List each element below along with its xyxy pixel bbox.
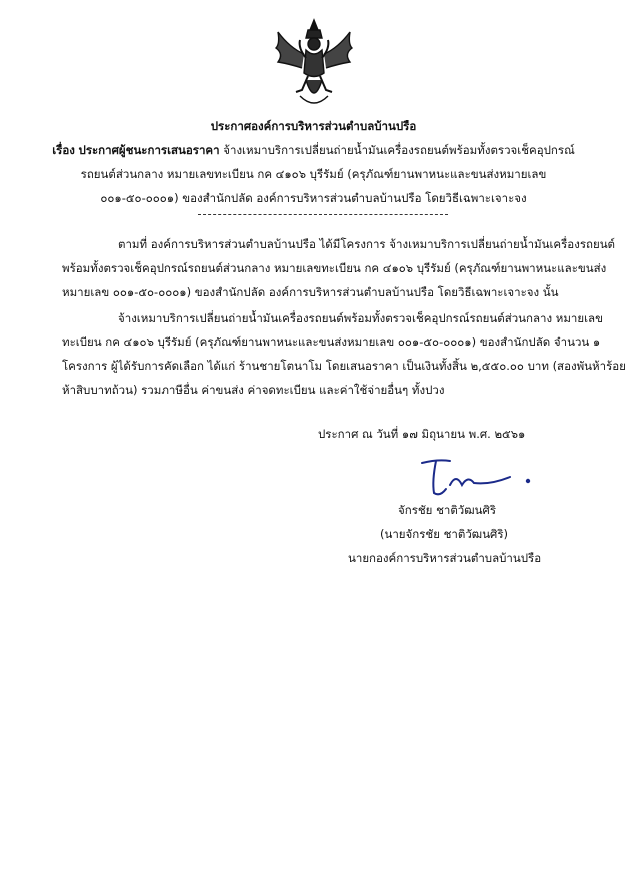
signature-icon: [400, 455, 540, 500]
signer-full-name: (นายจักรชัย ชาติวัฒนศิริ): [380, 527, 509, 541]
p2-line-4: ห้าสิบบาทถ้วน) รวมภาษีอื่น ค่าขนส่ง ค่าจดทะเบียน และค่าใช้จ่ายอื่นๆ ทั้งปวง: [62, 383, 445, 397]
garuda-emblem-icon: [272, 18, 356, 108]
subject-line-1: [0, 142, 627, 160]
p1-line-3: หมายเลข ๐๐๑-๕๐-๐๐๐๑) ของสำนักปลัด องค์การบริหารส่วนตำบลบ้านปรือ โดยวิธีเฉพาะเจาะจง นั้น: [62, 285, 559, 299]
subject-line-3: ๐๐๑-๕๐-๐๐๐๑) ของสำนักปลัด องค์การบริหารส่วนตำบลบ้านปรือ โดยวิธีเฉพาะเจาะจง: [100, 191, 527, 205]
p1-line-1: ตามที่ องค์การบริหารส่วนตำบลบ้านปรือ ได้มีโครงการ จ้างเหมาบริการเปลี่ยนถ่ายน้ำมันเครื่องรถยนต์: [118, 237, 616, 251]
separator-line: [198, 214, 448, 215]
subject-bold: ประกาศผู้ชนะการเสนอราคา: [78, 143, 220, 157]
subject-label: เรื่อง: [52, 143, 75, 157]
signer-name: จักรชัย ชาติวัฒนศิริ: [398, 503, 496, 517]
p2-line-1: จ้างเหมาบริการเปลี่ยนถ่ายน้ำมันเครื่องรถยนต์พร้อมทั้งตรวจเช็คอุปกรณ์รถยนต์ส่วนกลาง หมายเลข: [118, 311, 603, 325]
announced-date: ประกาศ ณ วันที่ ๑๗ มิถุนายน พ.ศ. ๒๕๖๑: [318, 427, 526, 441]
p2-line-3: โครงการ ผู้ได้รับการคัดเลือก ได้แก่ ร้านชายโตนาโม โดยเสนอราคา เป็นเงินทั้งสิ้น ๒,๕๕๐.๐๐ บาท (สองพันห้าร้อย: [62, 359, 626, 373]
signer-position: นายกองค์การบริหารส่วนตำบลบ้านปรือ: [348, 551, 542, 565]
p2-line-2: ทะเบียน กค ๔๑๐๖ บุรีรัมย์ (ครุภัณฑ์ยานพาหนะและขนส่งหมายเลข ๐๐๑-๕๐-๐๐๐๑) ของสำนักปลัด จำนวน ๑: [62, 335, 601, 349]
org-title: ประกาศองค์การบริหารส่วนตำบลบ้านปรือ: [210, 119, 417, 133]
p1-line-2: พร้อมทั้งตรวจเช็คอุปกรณ์รถยนต์ส่วนกลาง หมายเลขทะเบียน กค ๔๑๐๖ บุรีรัมย์ (ครุภัณฑ์ยานพาหนะและขนส่ง: [62, 261, 607, 275]
subject-line-2: รถยนต์ส่วนกลาง หมายเลขทะเบียน กค ๔๑๐๖ บุรีรัมย์ (ครุภัณฑ์ยานพาหนะและขนส่งหมายเลข: [80, 167, 547, 181]
subject-rest: จ้างเหมาบริการเปลี่ยนถ่ายน้ำมันเครื่องรถยนต์พร้อมทั้งตรวจเช็คอุปกรณ์: [223, 143, 575, 157]
